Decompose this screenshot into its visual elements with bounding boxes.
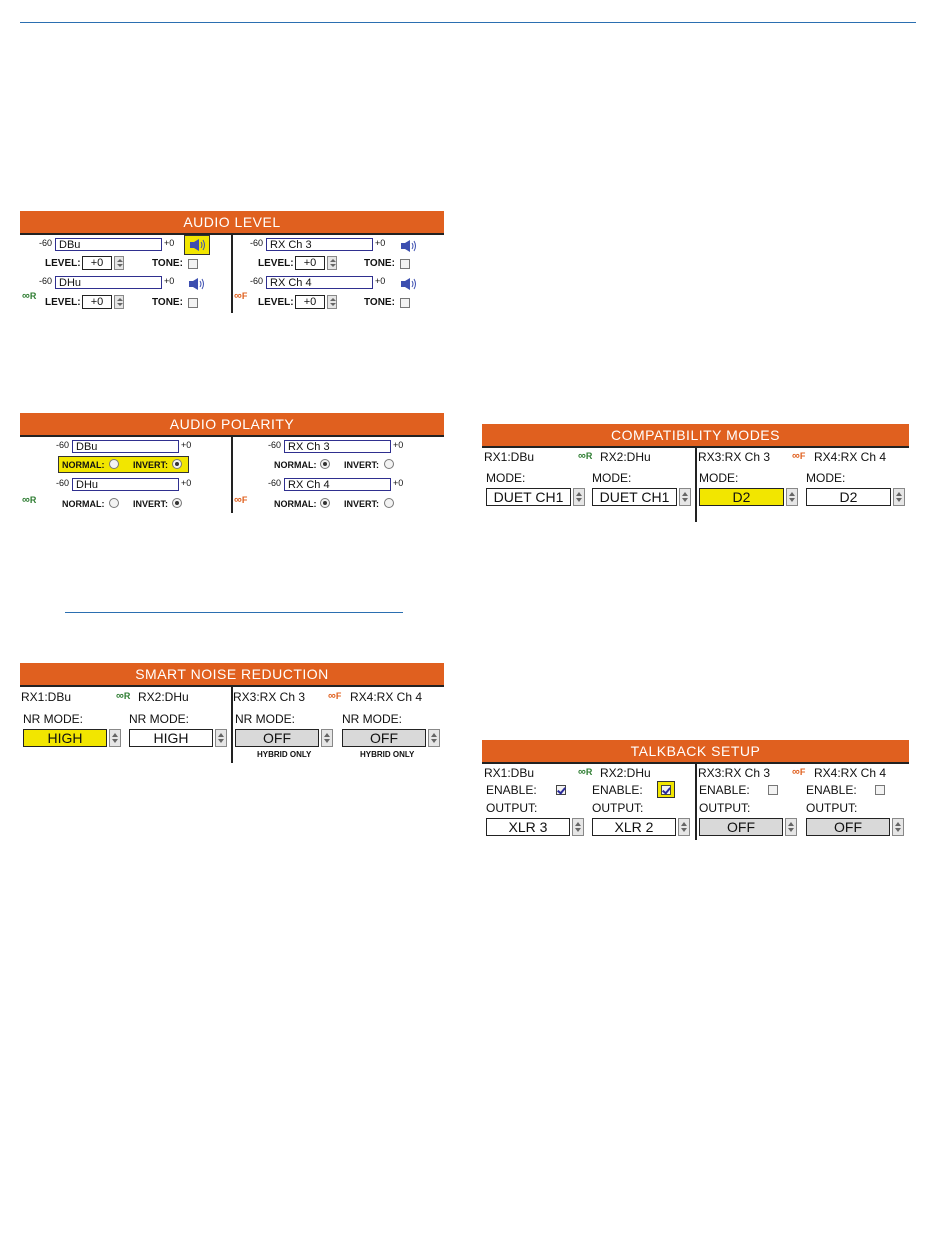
mode-label: MODE: [592,471,632,485]
output-spin-button[interactable] [572,818,584,836]
tone-label: TONE: [364,258,395,269]
level-spin-button[interactable] [114,256,124,270]
invert-radio-4[interactable] [384,498,394,508]
meter-max-label: +0 [393,440,404,450]
nr-spin-button[interactable] [321,729,333,747]
receiver-label-3: RX3:RX Ch 3 [698,450,771,464]
normal-radio-3[interactable] [320,459,330,469]
nr-mode-select-4[interactable]: OFF [342,729,426,747]
level-value-2[interactable]: +0 [82,295,112,309]
tone-label: TONE: [152,297,183,308]
enable-label: ENABLE: [592,783,643,797]
level-label: LEVEL: [258,258,294,269]
receiver-link-icon: ∞R [578,766,593,778]
nr-spin-button[interactable] [428,729,440,747]
normal-radio-4[interactable] [320,498,330,508]
nr-mode-select-3[interactable]: OFF [235,729,319,747]
enable-checkbox-1[interactable] [556,785,566,795]
level-label: LEVEL: [45,258,81,269]
nr-mode-label: NR MODE: [235,712,295,726]
normal-radio-1[interactable] [109,459,119,469]
receiver-link-icon: ∞R [22,290,37,302]
hybrid-only-note: HYBRID ONLY [360,750,415,759]
output-spin-button[interactable] [678,818,690,836]
meter-min-label: -60 [268,440,282,450]
frequency-link-icon: ∞F [792,450,806,462]
meter-max-label: +0 [164,276,175,286]
normal-label: NORMAL: [62,499,105,509]
link-letter: F [241,291,248,301]
meter-max-label: +0 [375,276,386,286]
output-spin-button[interactable] [785,818,797,836]
mode-label: MODE: [699,471,739,485]
speaker-icon[interactable] [398,277,420,291]
invert-label: INVERT: [133,460,169,470]
invert-radio-3[interactable] [384,459,394,469]
nr-spin-button[interactable] [109,729,121,747]
link-letter: F [799,451,806,461]
enable-checkbox-4[interactable] [875,785,885,795]
talkback-setup-title: TALKBACK SETUP [482,740,909,762]
output-select-2[interactable]: XLR 2 [592,818,676,836]
section-rule [65,612,403,613]
nr-mode-label: NR MODE: [342,712,402,726]
channel-name-field-1[interactable]: DBu [55,238,162,251]
level-value-1[interactable]: +0 [82,256,112,270]
receiver-link-icon: ∞R [578,450,593,462]
frequency-link-icon: ∞F [792,766,806,778]
channel-divider [231,235,233,313]
audio-polarity-title: AUDIO POLARITY [20,413,444,435]
receiver-label-1: RX1:DBu [21,690,72,704]
talkback-setup-panel [482,740,909,840]
mode-spin-button[interactable] [679,488,691,506]
compatibility-modes-panel [482,424,909,522]
tone-checkbox-3[interactable] [400,259,410,269]
invert-radio-2[interactable] [172,498,182,508]
receiver-label-3: RX3:RX Ch 3 [698,766,771,780]
normal-label: NORMAL: [274,460,317,470]
meter-min-label: -60 [250,276,264,286]
level-spin-button[interactable] [114,295,124,309]
invert-label: INVERT: [344,499,380,509]
mode-select-1[interactable]: DUET CH1 [486,488,571,506]
receiver-link-icon: ∞R [22,494,37,506]
enable-label: ENABLE: [699,783,750,797]
meter-max-label: +0 [393,478,404,488]
audio-level-title: AUDIO LEVEL [20,211,444,233]
speaker-icon[interactable] [186,277,208,291]
link-letter: R [585,451,593,461]
normal-label: NORMAL: [62,460,105,470]
enable-checkbox-3[interactable] [768,785,778,795]
top-rule [20,22,916,23]
meter-max-label: +0 [181,440,192,450]
meter-min-label: -60 [56,440,70,450]
nr-mode-select-2[interactable]: HIGH [129,729,213,747]
receiver-label-4: RX4:RX Ch 4 [350,690,423,704]
output-label: OUTPUT: [486,801,538,815]
nr-mode-label: NR MODE: [129,712,189,726]
channel-name-field-4[interactable]: RX Ch 4 [266,276,373,289]
enable-checkbox-2[interactable] [661,785,671,795]
meter-min-label: -60 [56,478,70,488]
meter-max-label: +0 [375,238,386,248]
mode-select-4[interactable]: D2 [806,488,891,506]
nr-spin-button[interactable] [215,729,227,747]
link-letter: R [29,291,37,301]
meter-max-label: +0 [181,478,192,488]
mode-spin-button[interactable] [893,488,905,506]
output-spin-button[interactable] [892,818,904,836]
receiver-label-4: RX4:RX Ch 4 [814,766,887,780]
smart-noise-reduction-panel [20,663,444,763]
tone-checkbox-4[interactable] [400,298,410,308]
level-label: LEVEL: [258,297,294,308]
output-label: OUTPUT: [592,801,644,815]
mode-spin-button[interactable] [786,488,798,506]
speaker-icon[interactable] [398,239,420,253]
channel-name-field-3[interactable]: RX Ch 3 [284,440,391,453]
frequency-link-icon: ∞F [234,290,248,302]
audio-level-panel [20,211,444,313]
channel-name-field-3[interactable]: RX Ch 3 [266,238,373,251]
channel-name-field-2[interactable]: DHu [55,276,162,289]
receiver-label-2: RX2:DHu [600,450,651,464]
enable-label: ENABLE: [486,783,537,797]
audio-polarity-panel [20,413,444,513]
frequency-link-icon: ∞F [234,494,248,506]
speaker-icon[interactable] [187,238,209,252]
mode-spin-button[interactable] [573,488,585,506]
channel-divider [695,448,697,522]
meter-min-label: -60 [250,238,264,248]
tone-checkbox-1[interactable] [188,259,198,269]
mode-label: MODE: [806,471,846,485]
tone-checkbox-2[interactable] [188,298,198,308]
meter-min-label: -60 [39,276,53,286]
link-letter: F [799,767,806,777]
normal-radio-2[interactable] [109,498,119,508]
compatibility-modes-title: COMPATIBILITY MODES [482,424,909,446]
output-select-3[interactable]: OFF [699,818,783,836]
meter-min-label: -60 [268,478,282,488]
invert-radio-1[interactable] [172,459,182,469]
receiver-label-2: RX2:DHu [600,766,651,780]
mode-label: MODE: [486,471,526,485]
output-select-1[interactable]: XLR 3 [486,818,570,836]
tone-label: TONE: [152,258,183,269]
receiver-label-4: RX4:RX Ch 4 [814,450,887,464]
channel-name-field-2[interactable]: DHu [72,478,179,491]
link-letter: F [335,691,342,701]
link-letter: R [585,767,593,777]
receiver-label-1: RX1:DBu [484,766,535,780]
channel-name-field-4[interactable]: RX Ch 4 [284,478,391,491]
output-select-4[interactable]: OFF [806,818,890,836]
output-label: OUTPUT: [806,801,858,815]
link-letter: F [241,495,248,505]
receiver-label-1: RX1:DBu [484,450,535,464]
nr-mode-label: NR MODE: [23,712,83,726]
channel-divider [231,437,233,513]
invert-label: INVERT: [133,499,169,509]
tone-label: TONE: [364,297,395,308]
mode-select-3[interactable]: D2 [699,488,784,506]
frequency-link-icon: ∞F [328,690,342,702]
level-value-3[interactable]: +0 [295,256,325,270]
mode-select-2[interactable]: DUET CH1 [592,488,677,506]
nr-mode-select-1[interactable]: HIGH [23,729,107,747]
channel-divider [695,764,697,840]
link-letter: R [29,495,37,505]
normal-label: NORMAL: [274,499,317,509]
receiver-label-2: RX2:DHu [138,690,189,704]
level-value-4[interactable]: +0 [295,295,325,309]
link-letter: R [123,691,131,701]
meter-max-label: +0 [164,238,175,248]
level-spin-button[interactable] [327,295,337,309]
level-label: LEVEL: [45,297,81,308]
receiver-link-icon: ∞R [116,690,131,702]
smart-noise-reduction-title: SMART NOISE REDUCTION [20,663,444,685]
meter-min-label: -60 [39,238,53,248]
enable-label: ENABLE: [806,783,857,797]
hybrid-only-note: HYBRID ONLY [257,750,312,759]
level-spin-button[interactable] [327,256,337,270]
receiver-label-3: RX3:RX Ch 3 [233,690,306,704]
invert-label: INVERT: [344,460,380,470]
output-label: OUTPUT: [699,801,751,815]
channel-name-field-1[interactable]: DBu [72,440,179,453]
